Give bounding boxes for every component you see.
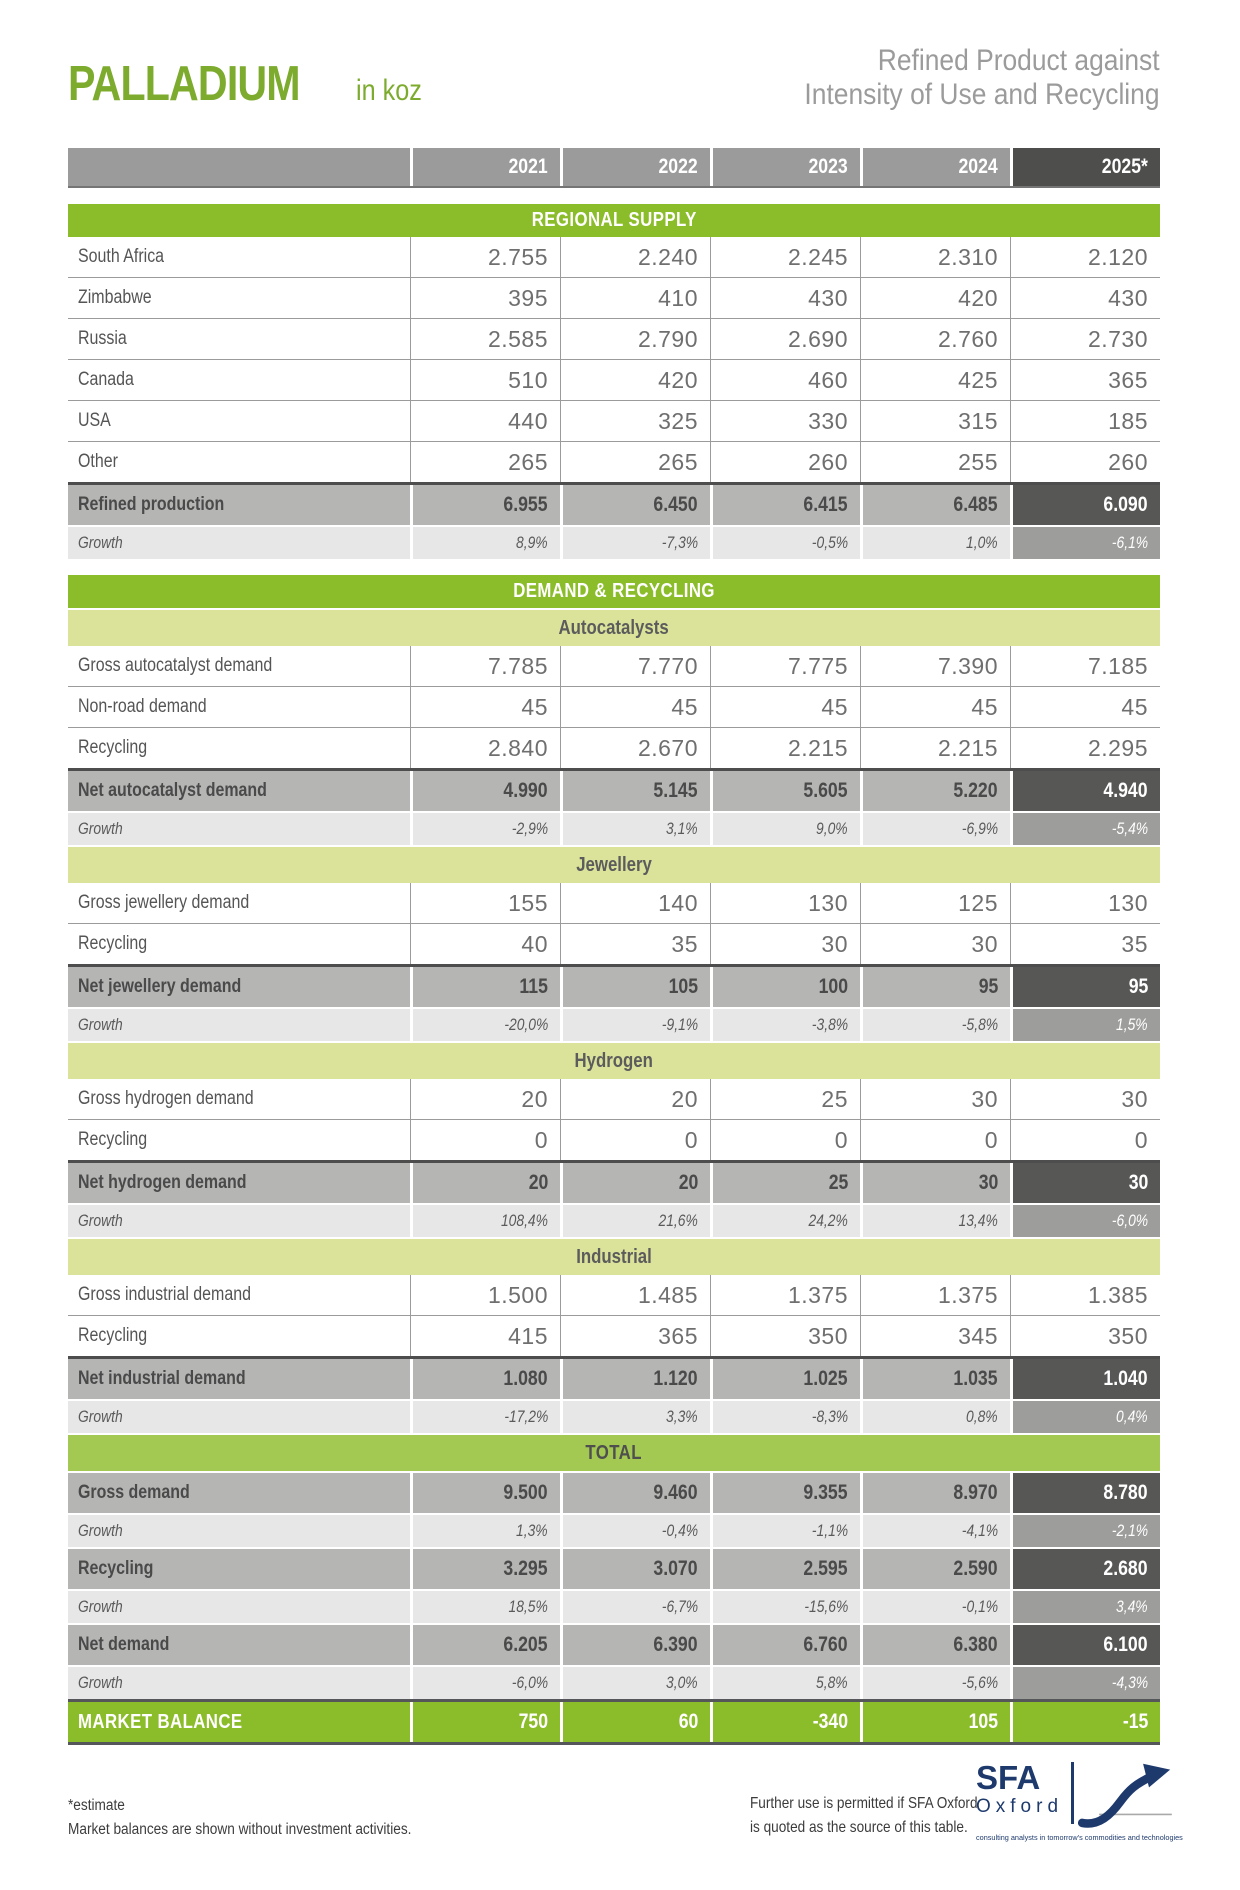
value-cell: 420 — [860, 278, 1010, 318]
value-cell: 0 — [560, 1120, 710, 1160]
value-cell: 140 — [560, 883, 710, 923]
value-cell: 2.245 — [710, 237, 860, 277]
value-cell: -2,9% — [410, 813, 560, 845]
value-cell: 2.595 — [710, 1549, 860, 1589]
summary-row — [68, 964, 1160, 1007]
value-cell: 105 — [860, 1702, 1010, 1742]
value-cell: 115 — [410, 967, 560, 1007]
value-cell: 30 — [860, 1163, 1010, 1203]
row-label: Recycling — [78, 1129, 148, 1150]
value-cell: 6.450 — [560, 485, 710, 525]
row-label: Recycling — [78, 737, 148, 758]
value-cell: 9,0% — [710, 813, 860, 845]
value-cell: -5,4% — [1010, 813, 1160, 845]
row-label: Growth — [68, 1591, 410, 1623]
value-cell: 260 — [1010, 442, 1160, 482]
value-cell: 30 — [860, 924, 1010, 964]
value-cell: -15 — [1010, 1702, 1160, 1742]
value-cell: 430 — [710, 278, 860, 318]
value-cell: 45 — [710, 687, 860, 727]
growth-row — [68, 1589, 1160, 1623]
value-cell: 315 — [860, 401, 1010, 441]
subsection-banner — [68, 1239, 1160, 1275]
row-label: MARKET BALANCE — [68, 1702, 410, 1742]
brand-header — [68, 56, 434, 112]
row-label: USA — [78, 410, 111, 431]
value-cell: 6.390 — [560, 1625, 710, 1665]
growth-row — [68, 525, 1160, 559]
row-label: Gross jewellery demand — [78, 892, 250, 913]
subsection-banner — [68, 847, 1160, 883]
value-cell: 460 — [710, 360, 860, 400]
value-cell: 18,5% — [410, 1591, 560, 1623]
value-cell: 35 — [1010, 924, 1160, 964]
year-header-cell: 2023 — [710, 148, 860, 186]
value-cell: -17,2% — [410, 1401, 560, 1433]
value-cell: 5.220 — [860, 771, 1010, 811]
row-label: Net industrial demand — [68, 1359, 410, 1399]
row-label: Recycling — [78, 1325, 148, 1346]
subsection-banner-label: Jewellery — [576, 853, 652, 876]
growth-row — [68, 811, 1160, 845]
growth-row — [68, 1007, 1160, 1041]
row-label: Zimbabwe — [78, 287, 152, 308]
growth-row — [68, 1203, 1160, 1237]
value-cell: -6,0% — [1010, 1205, 1160, 1237]
table-row — [68, 401, 1160, 442]
summary-row — [68, 1623, 1160, 1665]
value-cell: 1.035 — [860, 1359, 1010, 1399]
value-cell: 345 — [860, 1316, 1010, 1356]
value-cell: 30 — [1010, 1079, 1160, 1119]
value-cell: 30 — [710, 924, 860, 964]
row-label: Other — [78, 451, 118, 472]
value-cell: -2,1% — [1010, 1515, 1160, 1547]
year-header-row — [68, 148, 1160, 188]
value-cell: 265 — [560, 442, 710, 482]
logo-wordmark — [976, 1759, 1064, 1818]
value-cell: -0,4% — [560, 1515, 710, 1547]
value-cell: 2.730 — [1010, 319, 1160, 359]
value-cell: 325 — [560, 401, 710, 441]
row-label: Growth — [68, 1515, 410, 1547]
page-unit: in koz — [355, 74, 422, 107]
value-cell: 6.205 — [410, 1625, 560, 1665]
value-cell: 1.500 — [410, 1275, 560, 1315]
row-label: Gross hydrogen demand — [78, 1088, 254, 1109]
value-cell: 350 — [710, 1316, 860, 1356]
table-row — [68, 883, 1160, 924]
summary-row — [68, 1356, 1160, 1399]
value-cell: 4.990 — [410, 771, 560, 811]
value-cell: 9.355 — [710, 1473, 860, 1513]
value-cell: 425 — [860, 360, 1010, 400]
summary-row — [68, 1547, 1160, 1589]
value-cell: -0,5% — [710, 527, 860, 559]
table-row — [68, 687, 1160, 728]
value-cell: 2.760 — [860, 319, 1010, 359]
row-label: Gross industrial demand — [78, 1284, 251, 1305]
value-cell: 0 — [410, 1120, 560, 1160]
logo-sfa-text: SFA — [976, 1759, 1041, 1796]
source-permission-line1: Further use is permitted if SFA Oxford — [750, 1795, 978, 1812]
value-cell: 2.690 — [710, 319, 860, 359]
value-cell: 1.375 — [860, 1275, 1010, 1315]
value-cell: 395 — [410, 278, 560, 318]
value-cell: -3,8% — [710, 1009, 860, 1041]
value-cell: 20 — [560, 1163, 710, 1203]
value-cell: -4,3% — [1010, 1667, 1160, 1699]
growth-row — [68, 1665, 1160, 1699]
value-cell: 130 — [1010, 883, 1160, 923]
value-cell: -5,6% — [860, 1667, 1010, 1699]
value-cell: 125 — [860, 883, 1010, 923]
value-cell: -7,3% — [560, 527, 710, 559]
value-cell: 2.755 — [410, 237, 560, 277]
summary-row — [68, 1471, 1160, 1513]
row-label: Net demand — [68, 1625, 410, 1665]
value-cell: 3,0% — [560, 1667, 710, 1699]
section-banner — [68, 575, 1160, 608]
value-cell: 9.500 — [410, 1473, 560, 1513]
page-subtitle-line1: Refined Product against — [878, 44, 1160, 77]
value-cell: 255 — [860, 442, 1010, 482]
value-cell: 4.940 — [1010, 771, 1160, 811]
subsection-banner-label: Hydrogen — [574, 1049, 654, 1072]
row-label: Growth — [68, 527, 410, 559]
value-cell: 6.485 — [860, 485, 1010, 525]
value-cell: 1.485 — [560, 1275, 710, 1315]
table-row — [68, 1079, 1160, 1120]
value-cell: -6,1% — [1010, 527, 1160, 559]
footnote — [68, 1794, 411, 1842]
summary-row — [68, 768, 1160, 811]
value-cell: -15,6% — [710, 1591, 860, 1623]
value-cell: 13,4% — [860, 1205, 1010, 1237]
value-cell: 1.025 — [710, 1359, 860, 1399]
value-cell: 6.760 — [710, 1625, 860, 1665]
value-cell: 0,4% — [1010, 1401, 1160, 1433]
value-cell: 1,5% — [1010, 1009, 1160, 1041]
logo-divider — [1071, 1762, 1074, 1824]
value-cell: 2.215 — [710, 728, 860, 768]
value-cell: 155 — [410, 883, 560, 923]
section-banner-label: DEMAND & RECYCLING — [513, 580, 715, 602]
value-cell: 1.385 — [1010, 1275, 1160, 1315]
value-cell: 8.970 — [860, 1473, 1010, 1513]
footnote-market-balance: Market balances are shown without investment activities. — [68, 1821, 412, 1839]
value-cell: 21,6% — [560, 1205, 710, 1237]
source-permission-note — [750, 1792, 978, 1840]
value-cell: 365 — [560, 1316, 710, 1356]
table-row — [68, 1275, 1160, 1316]
subsection-banner — [68, 610, 1160, 646]
value-cell: 5.145 — [560, 771, 710, 811]
total-banner — [68, 1435, 1160, 1471]
table-row — [68, 442, 1160, 482]
value-cell: 20 — [410, 1079, 560, 1119]
section-gap — [68, 188, 1160, 204]
value-cell: 2.590 — [860, 1549, 1010, 1589]
value-cell: 0,8% — [860, 1401, 1010, 1433]
value-cell: 60 — [560, 1702, 710, 1742]
value-cell: 7.185 — [1010, 646, 1160, 686]
value-cell: 1.080 — [410, 1359, 560, 1399]
value-cell: 25 — [710, 1163, 860, 1203]
page-subtitle-line2: Intensity of Use and Recycling — [804, 77, 1160, 111]
value-cell: 0 — [710, 1120, 860, 1160]
total-banner-label: TOTAL — [585, 1441, 643, 1464]
value-cell: -9,1% — [560, 1009, 710, 1041]
value-cell: 100 — [710, 967, 860, 1007]
logo-oxford-text: Oxford — [976, 1796, 1064, 1818]
year-header-cell: 2022 — [560, 148, 710, 186]
value-cell: 35 — [560, 924, 710, 964]
page-subtitle — [805, 44, 1160, 111]
table-row — [68, 278, 1160, 319]
value-cell: 6.100 — [1010, 1625, 1160, 1665]
value-cell: 130 — [710, 883, 860, 923]
value-cell: 2.310 — [860, 237, 1010, 277]
value-cell: 1.375 — [710, 1275, 860, 1315]
value-cell: 40 — [410, 924, 560, 964]
logo-chart-arrow-icon — [1078, 1762, 1176, 1828]
value-cell: 6.090 — [1010, 485, 1160, 525]
value-cell: 2.120 — [1010, 237, 1160, 277]
value-cell: 750 — [410, 1702, 560, 1742]
value-cell: 30 — [1010, 1163, 1160, 1203]
value-cell: 9.460 — [560, 1473, 710, 1513]
section-banner-label: REGIONAL SUPPLY — [531, 209, 697, 231]
section-gap — [68, 559, 1160, 575]
page-title: PALLADIUM — [68, 57, 300, 111]
row-label: Recycling — [78, 933, 148, 954]
value-cell: 2.790 — [560, 319, 710, 359]
summary-row — [68, 1160, 1160, 1203]
value-cell: -6,9% — [860, 813, 1010, 845]
logo-tagline: consulting analysts in tomorrow's commodities and technologies — [976, 1833, 1183, 1842]
value-cell: 1,0% — [860, 527, 1010, 559]
table-row — [68, 646, 1160, 687]
subsection-banner — [68, 1043, 1160, 1079]
row-label: South Africa — [78, 246, 165, 267]
table-row — [68, 360, 1160, 401]
table-row — [68, 237, 1160, 278]
value-cell: 7.770 — [560, 646, 710, 686]
value-cell: 260 — [710, 442, 860, 482]
value-cell: 24,2% — [710, 1205, 860, 1237]
value-cell: 1,3% — [410, 1515, 560, 1547]
source-permission-line2: is quoted as the source of this table. — [750, 1819, 968, 1836]
row-label: Net jewellery demand — [68, 967, 410, 1007]
value-cell: 108,4% — [410, 1205, 560, 1237]
value-cell: -6,0% — [410, 1667, 560, 1699]
value-cell: 7.390 — [860, 646, 1010, 686]
value-cell: 410 — [560, 278, 710, 318]
value-cell: 2.680 — [1010, 1549, 1160, 1589]
value-cell: 3,4% — [1010, 1591, 1160, 1623]
table-row — [68, 1120, 1160, 1160]
value-cell: -5,8% — [860, 1009, 1010, 1041]
value-cell: 7.775 — [710, 646, 860, 686]
row-label: Non-road demand — [78, 696, 207, 717]
row-label: Net hydrogen demand — [68, 1163, 410, 1203]
growth-row — [68, 1399, 1160, 1433]
row-label: Growth — [68, 1667, 410, 1699]
table-row — [68, 1316, 1160, 1356]
row-label: Recycling — [68, 1549, 410, 1589]
row-label: Growth — [68, 1401, 410, 1433]
value-cell: -8,3% — [710, 1401, 860, 1433]
value-cell: 3,1% — [560, 813, 710, 845]
value-cell: -1,1% — [710, 1515, 860, 1547]
sfa-oxford-logo — [976, 1759, 1186, 1842]
value-cell: 25 — [710, 1079, 860, 1119]
growth-row — [68, 1513, 1160, 1547]
value-cell: 265 — [410, 442, 560, 482]
value-cell: 45 — [860, 687, 1010, 727]
row-label: Net autocatalyst demand — [68, 771, 410, 811]
row-label: Growth — [68, 813, 410, 845]
subsection-banner-label: Autocatalysts — [558, 616, 670, 639]
value-cell: 2.215 — [860, 728, 1010, 768]
year-header-cell: 2024 — [860, 148, 1010, 186]
value-cell: 1.120 — [560, 1359, 710, 1399]
row-label: Russia — [78, 328, 127, 349]
row-label: Gross demand — [68, 1473, 410, 1513]
value-cell: -20,0% — [410, 1009, 560, 1041]
year-header-cell: 2021 — [410, 148, 560, 186]
footnote-estimate: *estimate — [68, 1797, 125, 1814]
value-cell: 3.070 — [560, 1549, 710, 1589]
value-cell: 8.780 — [1010, 1473, 1160, 1513]
value-cell: 430 — [1010, 278, 1160, 318]
value-cell: 8,9% — [410, 527, 560, 559]
value-cell: 3.295 — [410, 1549, 560, 1589]
value-cell: 350 — [1010, 1316, 1160, 1356]
value-cell: 2.670 — [560, 728, 710, 768]
value-cell: 2.585 — [410, 319, 560, 359]
value-cell: -4,1% — [860, 1515, 1010, 1547]
value-cell: 5.605 — [710, 771, 860, 811]
value-cell: 45 — [1010, 687, 1160, 727]
value-cell: 2.240 — [560, 237, 710, 277]
table-row — [68, 924, 1160, 964]
value-cell: 2.295 — [1010, 728, 1160, 768]
value-cell: 6.380 — [860, 1625, 1010, 1665]
summary-row — [68, 482, 1160, 525]
value-cell: 105 — [560, 967, 710, 1007]
value-cell: 0 — [1010, 1120, 1160, 1160]
value-cell: 7.785 — [410, 646, 560, 686]
palladium-supply-demand-table — [68, 148, 1160, 1745]
row-label — [68, 148, 410, 186]
value-cell: 365 — [1010, 360, 1160, 400]
value-cell: 45 — [560, 687, 710, 727]
value-cell: 95 — [1010, 967, 1160, 1007]
year-header-cell: 2025* — [1010, 148, 1160, 186]
value-cell: 510 — [410, 360, 560, 400]
value-cell: 440 — [410, 401, 560, 441]
row-label: Gross autocatalyst demand — [78, 655, 273, 676]
value-cell: -6,7% — [560, 1591, 710, 1623]
table-row — [68, 728, 1160, 768]
value-cell: 2.840 — [410, 728, 560, 768]
table-row — [68, 319, 1160, 360]
value-cell: 415 — [410, 1316, 560, 1356]
value-cell: 420 — [560, 360, 710, 400]
value-cell: 30 — [860, 1079, 1010, 1119]
value-cell: -340 — [710, 1702, 860, 1742]
value-cell: 20 — [560, 1079, 710, 1119]
value-cell: 6.955 — [410, 485, 560, 525]
row-label: Growth — [68, 1205, 410, 1237]
row-label: Refined production — [68, 485, 410, 525]
section-banner — [68, 204, 1160, 237]
value-cell: 3,3% — [560, 1401, 710, 1433]
value-cell: 45 — [410, 687, 560, 727]
value-cell: 0 — [860, 1120, 1010, 1160]
subsection-banner-label: Industrial — [576, 1245, 652, 1268]
value-cell: 1.040 — [1010, 1359, 1160, 1399]
row-label: Canada — [78, 369, 134, 390]
value-cell: 5,8% — [710, 1667, 860, 1699]
row-label: Growth — [68, 1009, 410, 1041]
value-cell: -0,1% — [860, 1591, 1010, 1623]
market-balance-row — [68, 1699, 1160, 1745]
value-cell: 6.415 — [710, 485, 860, 525]
value-cell: 185 — [1010, 401, 1160, 441]
value-cell: 330 — [710, 401, 860, 441]
value-cell: 95 — [860, 967, 1010, 1007]
value-cell: 20 — [410, 1163, 560, 1203]
